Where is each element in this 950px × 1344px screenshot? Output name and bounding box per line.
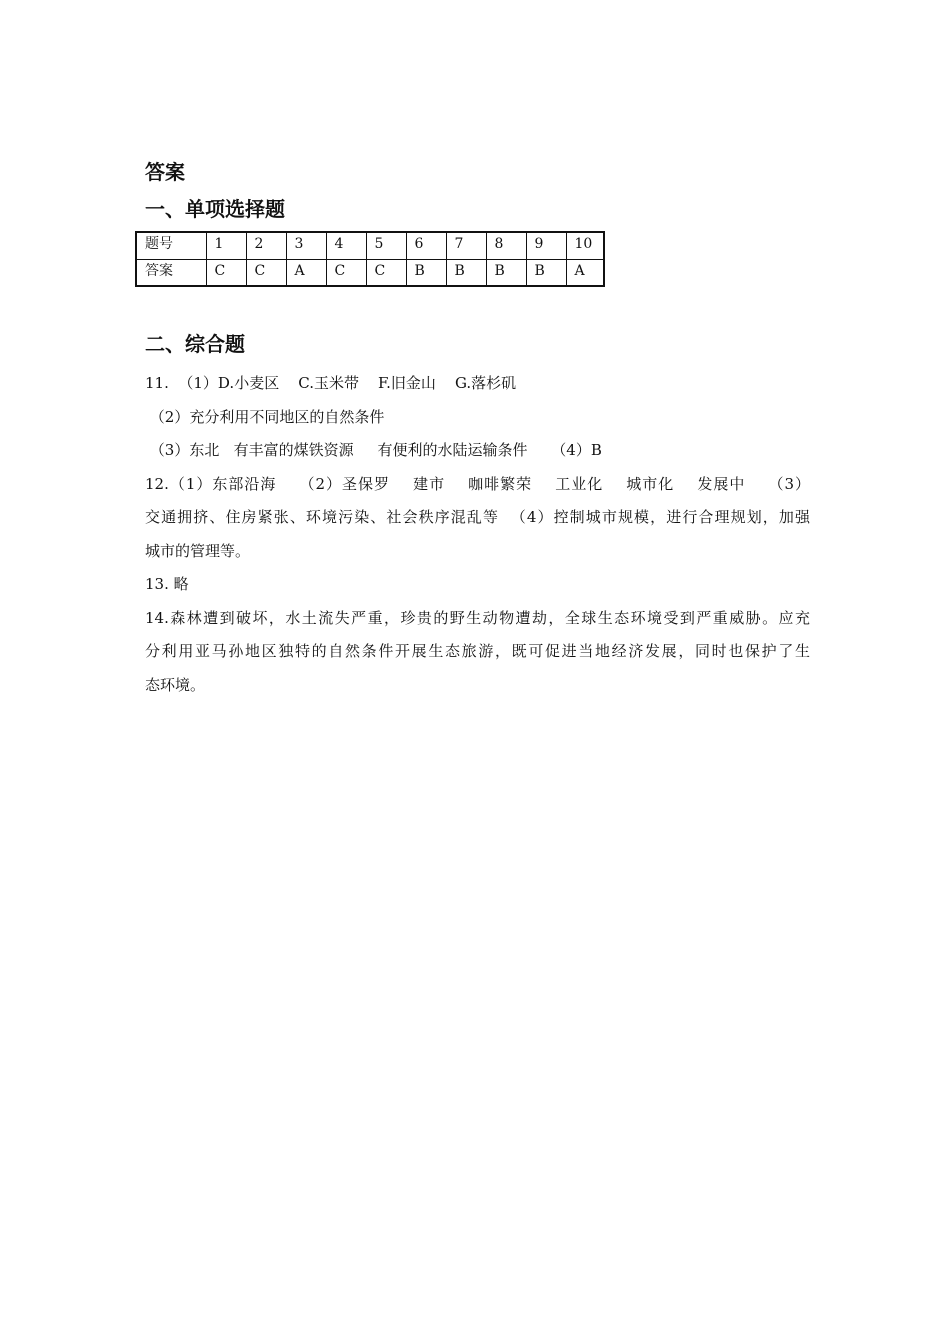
answer-line-q14-end: 态环境。: [145, 675, 206, 694]
answer-cell: B: [446, 259, 486, 286]
answer-line-q14-cont: 分利用亚马孙地区独特的自然条件开展生态旅游，既可促进当地经济发展，同时也保护了生: [145, 642, 810, 660]
question-number-cell: 7: [446, 232, 486, 259]
answer-cell: C: [326, 259, 366, 286]
question-number-cell: 3: [286, 232, 326, 259]
table-row-numbers: [136, 232, 604, 259]
comprehensive-answers: [145, 367, 810, 702]
answer-cell: C: [206, 259, 246, 286]
question-number-cell: 8: [486, 232, 526, 259]
section-heading-comprehensive: 二、综合题: [145, 332, 245, 356]
answer-line-q11: 11. （1）D.小麦区 C.玉米带 F.旧金山 G.落杉矶: [145, 374, 517, 392]
row-label-number: 题号: [136, 232, 206, 259]
answer-line-q12-end: 城市的管理等。: [145, 541, 251, 560]
row-label-answer: 答案: [136, 259, 206, 286]
page-title: 答案: [145, 160, 185, 184]
table-row-answers: [136, 259, 604, 286]
answer-line-q11-part2: （2）充分利用不同地区的自然条件: [145, 407, 385, 426]
question-number-cell: 6: [406, 232, 446, 259]
question-number-cell: 4: [326, 232, 366, 259]
question-number-cell: 1: [206, 232, 246, 259]
answer-cell: C: [246, 259, 286, 286]
answer-line-q13: 13. 略: [145, 575, 189, 593]
answer-cell: C: [366, 259, 406, 286]
answer-table: [135, 231, 605, 287]
answer-line-q11-part3: （3）东北 有丰富的煤铁资源 有便利的水陆运输条件 （4）B: [145, 441, 602, 459]
answer-cell: B: [526, 259, 566, 286]
answer-cell: B: [486, 259, 526, 286]
answer-line-q12: 12.（1）东部沿海 （2）圣保罗 建市 咖啡繁荣 工业化 城市化 发展中 （3）: [145, 474, 810, 493]
question-number-cell: 5: [366, 232, 406, 259]
answer-cell: A: [566, 259, 604, 286]
question-number-cell: 9: [526, 232, 566, 259]
question-number-cell: 10: [566, 232, 604, 259]
section-heading-multiple-choice: 一、单项选择题: [145, 197, 285, 221]
answer-line-q12-cont: 交通拥挤、住房紧张、环境污染、社会秩序混乱等 （4）控制城市规模，进行合理规划，加强: [145, 508, 810, 526]
answer-cell: B: [406, 259, 446, 286]
answer-cell: A: [286, 259, 326, 286]
question-number-cell: 2: [246, 232, 286, 259]
answer-line-q14: 14.森林遭到破坏，水土流失严重，珍贵的野生动物遭劫，全球生态环境受到严重威胁。应充: [145, 608, 810, 627]
